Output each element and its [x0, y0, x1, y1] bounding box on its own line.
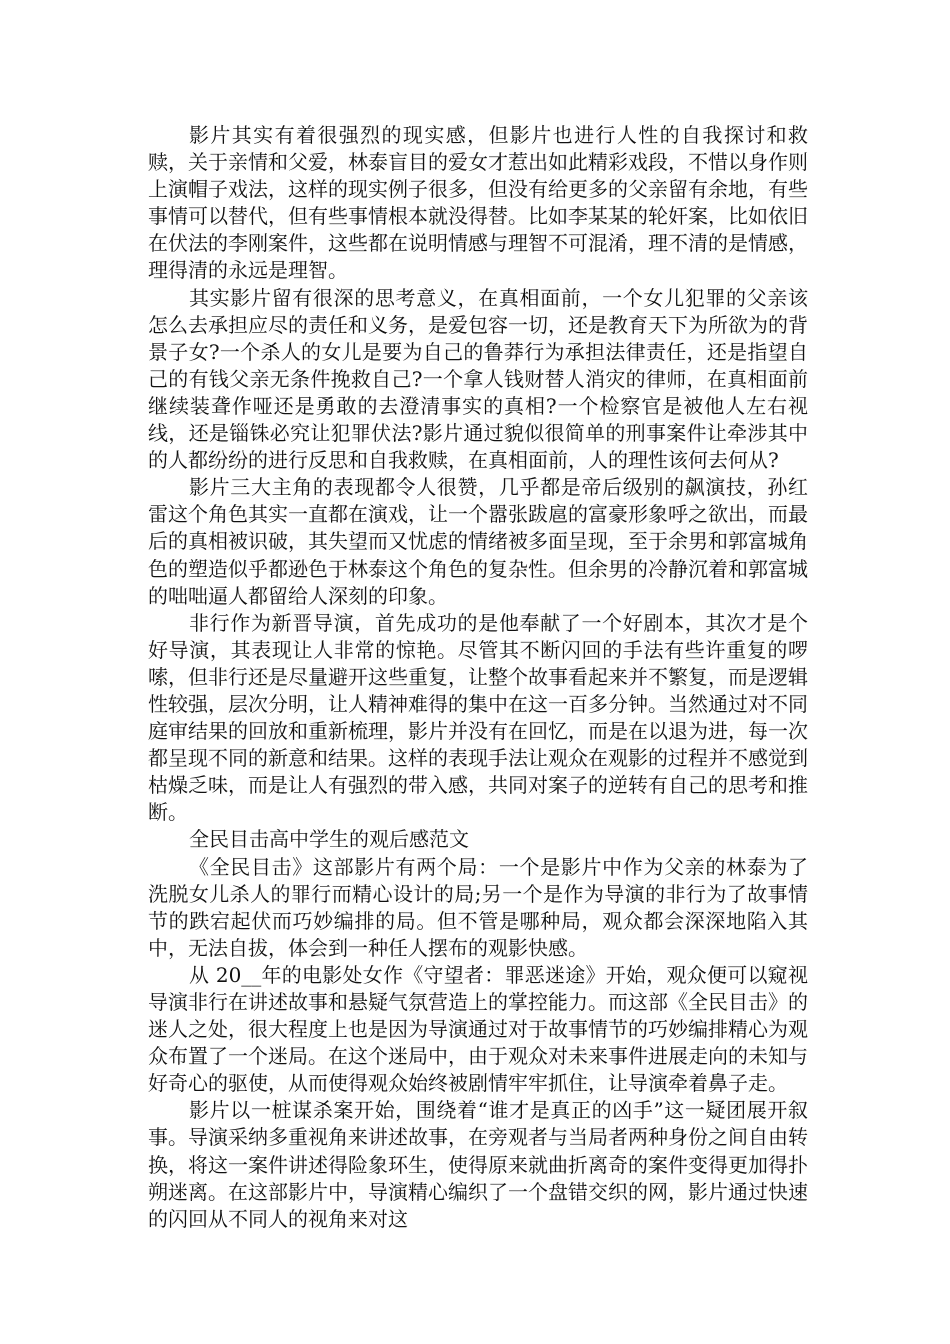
paragraph-two-games: 《全民目击》这部影片有两个局：一个是影片中作为父亲的林泰为了洗脱女儿杀人的罪行而精心设计的局;另一个是作为导演的非行为了故事情节的跌宕起伏而巧妙编排的局。但不管是哪种局，观众都会深深地陷入其中，无法自拔，体会到一种任人摆布的观影快感。 — [148, 854, 808, 960]
paragraph-murder-case: 影片以一桩谋杀案开始，围绕着“谁才是真正的凶手”这一疑团展开叙事。导演采纳多重视角来讲述故事，在旁观者与当局者两种身份之间自由转换，将这一案件讲述得险象环生，使得原来就曲折离奇的案件变得更加得扑朔迷离。在这部影片中，导演精心编织了一个盘错交织的网，影片通过快速的闪回从不同人的视角来对这 — [148, 1098, 808, 1231]
paragraph-debut: 从 20__年的电影处女作《守望者：罪恶迷途》开始，观众便可以窥视导演非行在讲述故事和悬疑气氛营造上的掌控能力。而这部《全民目击》的迷人之处，很大程度上也是因为导演通过对于故事情节的巧妙编排精心为观众布置了一个迷局。在这个迷局中，由于观众对未来事件进展走向的未知与好奇心的驱使，从而使得观众始终被剧情牢牢抓住，让导演牵着鼻子走。 — [148, 962, 808, 1096]
document-body — [148, 122, 808, 1233]
section-heading: 全民目击高中学生的观后感范文 — [189, 827, 469, 852]
paragraph-reflection: 其实影片留有很深的思考意义，在真相面前，一个女儿犯罪的父亲该怎么去承担应尽的责任和义务，是爱包容一切，还是教育天下为所欲为的背景子女?一个杀人的女儿是要为自己的鲁莽行为承担法律责任，还是指望自己的有钱父亲无条件挽救自己?一个拿人钱财替人消灾的律师，在真相面前继续装聋作哑还是勇敢的去澄清事实的真相?一个检察官是被他人左右视线，还是锱铢必究让犯罪伏法?影片通过貌似很简单的刑事案件让牵涉其中的人都纷纷的进行反思和自我救赎，在真相面前，人的理性该何去何从? — [148, 285, 808, 473]
paragraph-director: 非行作为新晋导演，首先成功的是他奉献了一个好剧本，其次才是个好导演，其表现让人非常的惊艳。尽管其不断闪回的手法有些许重复的啰嗦，但非行还是尽量避开这些重复，让整个故事看起来并不繁复，而是逻辑性较强，层次分明，让人精神难得的集中在这一百多分钟。当然通过对不同庭审结果的回放和重新梳理，影片并没有在回忆，而是在以退为进，每一次都呈现不同的新意和结果。这样的表现手法让观众在观影的过程并不感觉到枯燥乏味，而是让人有强烈的带入感，共同对案子的逆转有自己的思考和推断。 — [148, 610, 808, 825]
paragraph-reality: 影片其实有着很强烈的现实感，但影片也进行人性的自我探讨和救赎，关于亲情和父爱，林泰盲目的爱女才惹出如此精彩戏段，不惜以身作则上演帽子戏法，这样的现实例子很多，但没有给更多的父亲留有余地，有些事情可以替代，但有些事情根本就没得替。比如李某某的轮奸案，比如依旧在伏法的李刚案件，这些都在说明情感与理智不可混淆，理不清的是情感，理得清的永远是理智。 — [148, 123, 808, 283]
paragraph-actors: 影片三大主角的表现都令人很赞，几乎都是帝后级别的飙演技，孙红雷这个角色其实一直都在演戏，让一个嚣张跋扈的富豪形象呼之欲出，而最后的真相被识破，其失望而又忧虑的情绪被多面呈现，至于余男和郭富城角色的塑造似乎都逊色于林泰这个角色的复杂性。但余男的冷静沉着和郭富城的咄咄逼人都留给人深刻的印象。 — [148, 475, 808, 608]
